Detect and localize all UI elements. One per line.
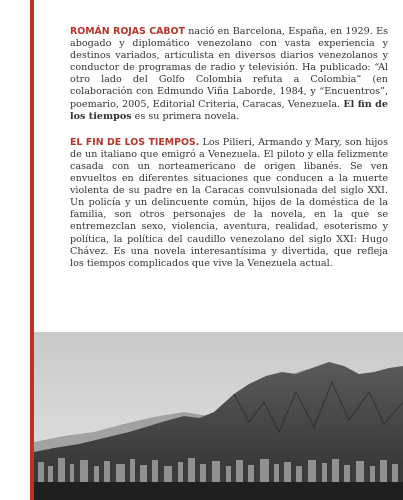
author-bio-text: nació en Barcelona, España, en 1929. Es abogado y diplomático venezolano con vasta experiencia y destinos variados, articulista en diversos diarios venezolanos y conductor de programas de radio y televisión. Ha publicado: “Al otro lado del Golfo Colombia refuta a Colombia” (en colaboración con Edmundo Viña Laborde, 1984, y “Encuentros”, poemario, 2005, Editorial Criteria, Caracas, Venezuela. [70,26,388,110]
caracas-mountain-photo [34,332,403,500]
synopsis-paragraph [70,137,388,270]
mountain-cityscape-image [34,332,403,500]
synopsis-text: Los Pilieri, Armando y Mary, son hijos de un italiano que emigró a Venezuela. El piloto y ella felizmente casada con un norteamericano de origen libanés. Se ven envueltos en diferentes situaciones que conducen a la muerte violenta de su padre en la Caracas convulsionada del siglo XXI. Un policía y un delincuente común, hijos de la doméstica de la familia, son otros personajes de la novela, en la que se entremezclan sexo, violencia, aventura, realidad, esoterismo y política, la política del caudillo venezolano del siglo XXI: Hugo Chávez. Es una novela interesantísima y divertida, que refleja los tiempos complicados que vive la Venezuela actual. [70,136,388,269]
synopsis-heading: EL FIN DE LOS TIEMPOS. [70,136,200,148]
author-bio-paragraph [70,26,388,123]
left-margin [0,0,30,500]
book-title-inline: El fin de los tiempos [70,98,388,122]
back-cover-text [70,26,388,284]
author-bio-text-end: es su primera novela. [131,110,240,122]
author-name: ROMÁN ROJAS CABOT [70,26,185,37]
